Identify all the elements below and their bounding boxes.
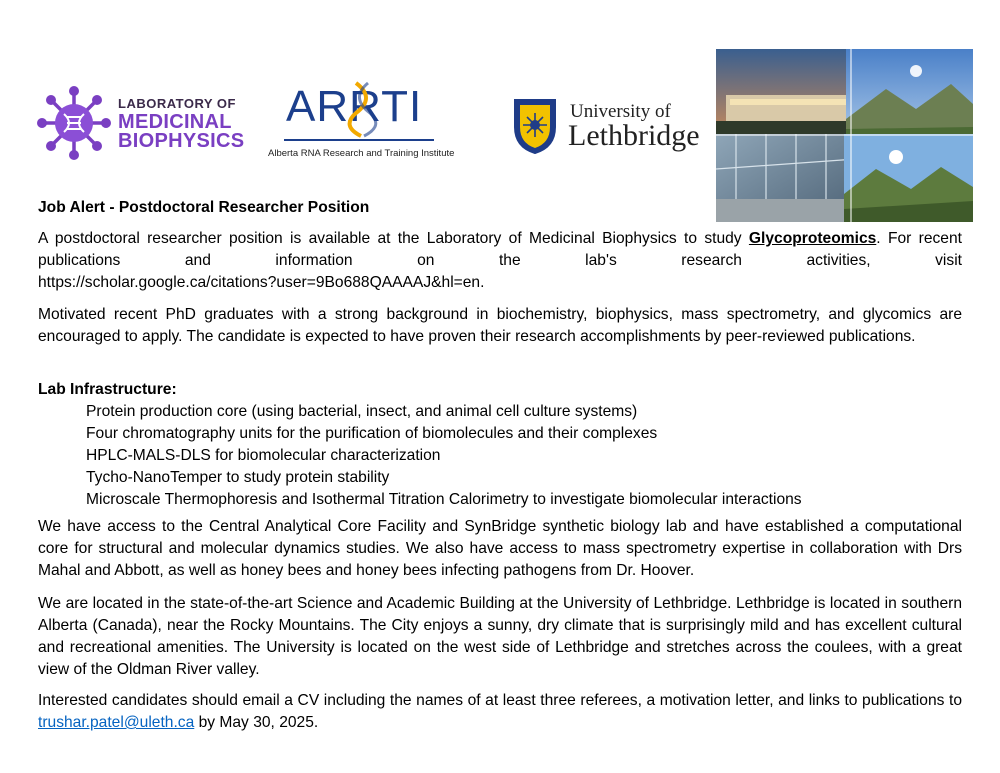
intro-text-mid: . For recent publications and information on the lab's research activities, visit [38, 230, 962, 269]
scholar-url: https://scholar.google.ca/citations?user=9Bo688QAAAAJ&hl=en. [38, 274, 485, 291]
lab-wordmark [118, 94, 244, 151]
arrti-subtitle: Alberta RNA Research and Training Institute [268, 148, 455, 159]
infrastructure-item: HPLC-MALS-DLS for biomolecular characterization [86, 447, 441, 464]
application-text-post: by May 30, 2025. [194, 714, 319, 731]
infrastructure-heading: Lab Infrastructure: [38, 381, 177, 398]
application-paragraph [38, 690, 962, 734]
dna-helix-icon [336, 78, 396, 138]
requirements-paragraph: Motivated recent PhD graduates with a strong background in biochemistry, biophysics, mass spectrometry, and glycomics are encouraged to apply. The candidate is expected to have proven their research accomplishments by peer-reviewed publications. [38, 306, 962, 345]
lab-line2: MEDICINAL [118, 111, 232, 133]
uleth-line2: Lethbridge [568, 119, 700, 152]
lab-line3: BIOPHYSICS [118, 130, 245, 152]
arrti-wordmark: ARRTI [286, 82, 423, 131]
infrastructure-item: Microscale Thermophoresis and Isothermal Titration Calorimetry to investigate biomolecular interactions [86, 491, 802, 508]
lab-logo [34, 84, 244, 162]
application-text-pre: Interested candidates should email a CV including the names of at least three referees, a motivation letter, and links to publications to [38, 692, 962, 709]
uleth-logo [512, 95, 712, 165]
intro-text-block [38, 228, 962, 272]
arrti-rule [284, 139, 434, 141]
infrastructure-item: Protein production core (using bacterial, insect, and animal cell culture systems) [86, 403, 638, 420]
infrastructure-item: Tycho-NanoTemper to study protein stability [86, 469, 390, 486]
lab-line1: LABORATORY OF [118, 96, 236, 111]
intro-paragraph [38, 228, 962, 294]
intro-text-pre: A postdoctoral researcher position is available at the Laboratory of Medicinal Biophysics to study [38, 230, 749, 247]
virus-icon [34, 84, 114, 162]
keyword-glycoproteomics: Glycoproteomics [748, 230, 877, 247]
job-title: Job Alert - Postdoctoral Researcher Position [38, 199, 370, 216]
uleth-crest-icon [512, 97, 558, 155]
infrastructure-section [38, 379, 962, 511]
contact-email-link[interactable]: trushar.patel@uleth.ca [38, 714, 195, 731]
facilities-paragraph: We have access to the Central Analytical Core Facility and SynBridge synthetic biology lab and have established a computational core for structural and molecular dynamics studies. We also have access to mass spectrometry expertise in collaboration with Drs Mahal and Abbott, as well as honey bees and honey bees infecting pathogens from Dr. Hoover. [38, 518, 962, 579]
location-paragraph: We are located in the state-of-the-art Science and Academic Building at the University of Lethbridge. Lethbridge is located in southern Alberta (Canada), near the Rocky Mountains. The City enjoys a sunny, dry climate that is surprisingly mild and has excellent cultural and recreational amenities. The University is located on the west side of Lethbridge and stretches across the coulees, with a great view of the Oldman River valley. [38, 595, 962, 678]
infrastructure-item: Four chromatography units for the purification of biomolecules and their complexes [86, 425, 658, 442]
arrti-logo [268, 82, 455, 167]
uleth-line1: University of [570, 101, 671, 122]
